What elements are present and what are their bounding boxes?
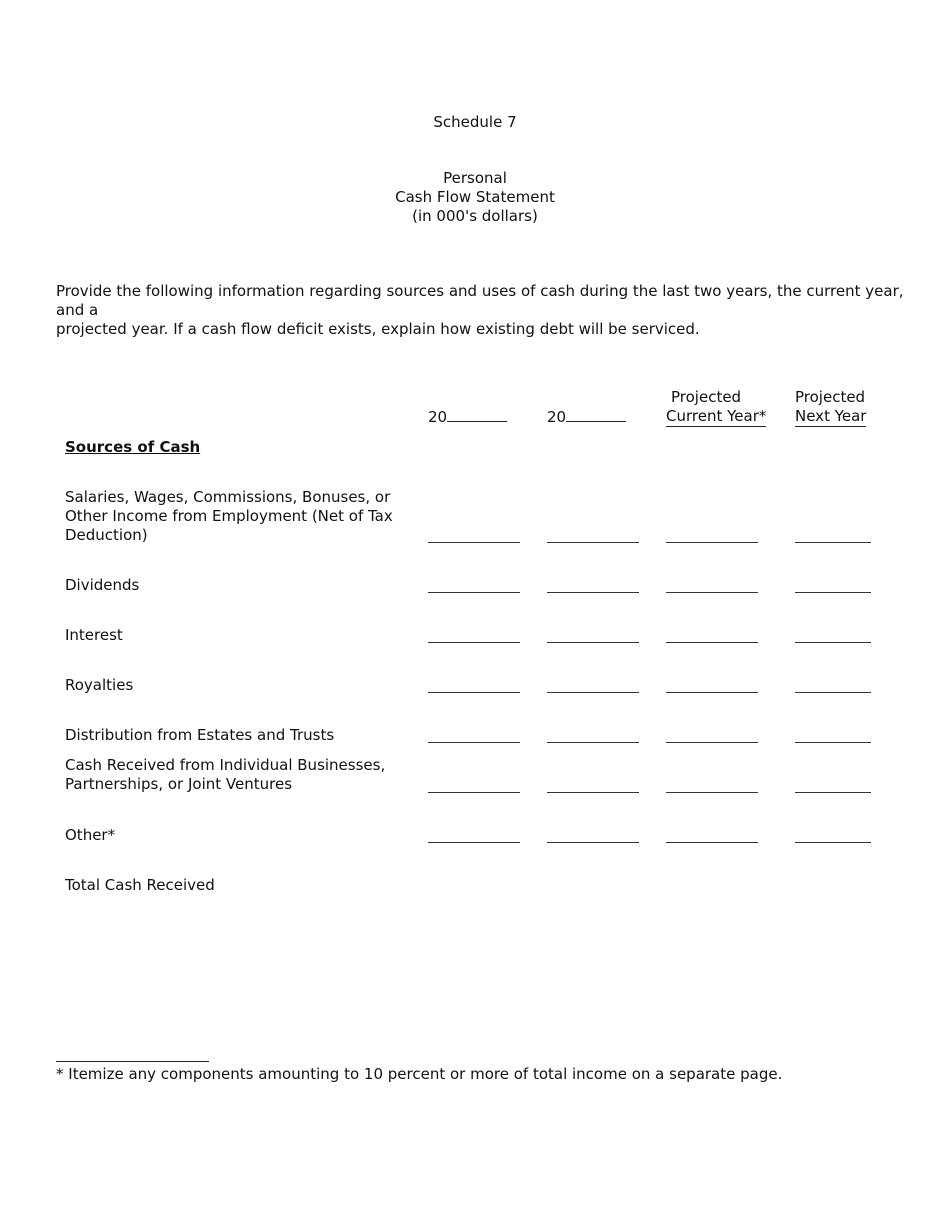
footnote-divider	[56, 1061, 209, 1062]
column-header-year-1	[428, 407, 507, 427]
page-title: Cash Flow Statement	[395, 188, 555, 206]
entry-blank[interactable]	[795, 642, 871, 643]
column-header-projected-current-line1: Projected	[671, 388, 742, 406]
entry-blank[interactable]	[795, 742, 871, 743]
row-label-other: Other*	[65, 826, 116, 844]
row-label-salaries: Salaries, Wages, Commissions, Bonuses, or Other Income from Employment (Net of Tax Deduction)	[65, 488, 393, 544]
entry-blank[interactable]	[547, 842, 639, 843]
entry-blank[interactable]	[547, 642, 639, 643]
schedule-number: Schedule 7	[433, 113, 517, 131]
entry-blank[interactable]	[428, 592, 520, 593]
column-header-projected-next-line2	[795, 407, 866, 426]
entry-blank[interactable]	[795, 542, 871, 543]
year-1-blank[interactable]	[447, 407, 507, 422]
projected-current-year-label: Current Year*	[666, 407, 767, 425]
column-header-year-2	[547, 407, 626, 427]
column-header-projected-next-line1: Projected	[795, 388, 866, 406]
entry-blank[interactable]	[666, 792, 758, 793]
entry-blank[interactable]	[547, 592, 639, 593]
entry-blank[interactable]	[795, 592, 871, 593]
year-2-prefix: 20	[547, 408, 567, 426]
title-units: (in 000's dollars)	[412, 207, 538, 225]
entry-blank[interactable]	[795, 792, 871, 793]
column-header-projected-current-line2	[666, 407, 766, 426]
entry-blank[interactable]	[666, 692, 758, 693]
row-label-dividends: Dividends	[65, 576, 140, 594]
entry-blank[interactable]	[547, 542, 639, 543]
row-label-businesses-partnerships: Cash Received from Individual Businesses, Partnerships, or Joint Ventures	[65, 756, 386, 793]
entry-blank[interactable]	[428, 642, 520, 643]
row-label-total-cash-received: Total Cash Received	[65, 876, 215, 894]
entry-blank[interactable]	[666, 542, 758, 543]
row-label-estates-trusts: Distribution from Estates and Trusts	[65, 726, 335, 744]
entry-blank[interactable]	[795, 692, 871, 693]
year-1-prefix: 20	[428, 408, 448, 426]
row-label-royalties: Royalties	[65, 676, 134, 694]
entry-blank[interactable]	[547, 692, 639, 693]
entry-blank[interactable]	[428, 742, 520, 743]
entry-blank[interactable]	[428, 842, 520, 843]
row-label-interest: Interest	[65, 626, 123, 644]
entry-blank[interactable]	[666, 842, 758, 843]
entry-blank[interactable]	[666, 592, 758, 593]
entry-blank[interactable]	[428, 792, 520, 793]
section-heading-sources-of-cash: Sources of Cash	[65, 438, 201, 456]
instructions-paragraph: Provide the following information regarding sources and uses of cash during the last two years, the current year, and a projected year. If a cash flow deficit exists, explain how existing debt will be serviced.	[56, 282, 904, 338]
entry-blank[interactable]	[795, 842, 871, 843]
entry-blank[interactable]	[666, 642, 758, 643]
projected-next-year-label: Next Year	[795, 407, 867, 425]
entry-blank[interactable]	[547, 792, 639, 793]
footnote: * Itemize any components amounting to 10 percent or more of total income on a separate page.	[56, 1065, 783, 1083]
title-line-1: Personal	[443, 169, 507, 187]
entry-blank[interactable]	[547, 742, 639, 743]
entry-blank[interactable]	[666, 742, 758, 743]
year-2-blank[interactable]	[566, 407, 626, 422]
entry-blank[interactable]	[428, 542, 520, 543]
entry-blank[interactable]	[428, 692, 520, 693]
